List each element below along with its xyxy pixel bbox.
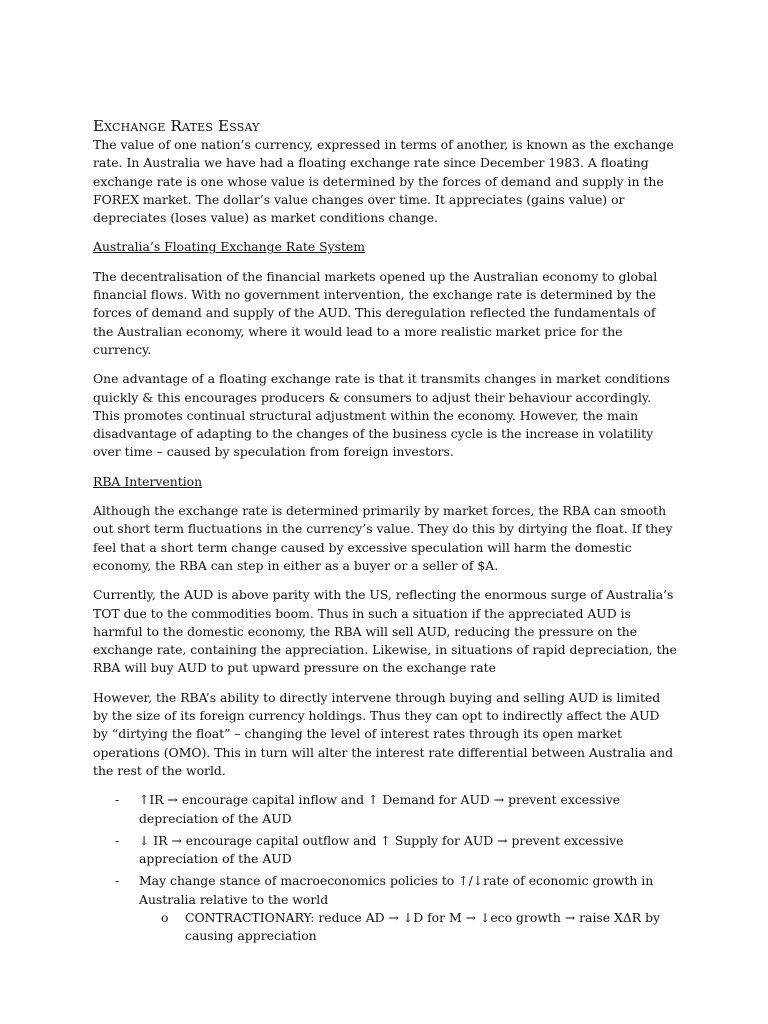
- bullet-dash: -: [115, 792, 120, 808]
- bullet-dash: -: [115, 832, 120, 848]
- list-item: [93, 832, 678, 869]
- bullet-list: [93, 791, 678, 945]
- sub-bullet-text: CONTRACTIONARY: reduce AD → ↓D for M → ↓eco growth → raise XΔR by causing appreciation: [185, 909, 661, 944]
- bullet-text: ↑IR → encourage capital inflow and ↑ Demand for AUD → prevent excessive depreciation of the AUD: [139, 792, 621, 826]
- bullet-text: May change stance of macroeconomics policies to ↑/↓rate of economic growth in Australia relative to the world: [139, 873, 654, 907]
- paragraph-decentralisation: The decentralisation of the financial markets opened up the Australian economy to global financial flows. With no government intervention, the exchange rate is determined by the forces of demand and supply of the AUD. This deregulation reflected the fundamentals of the Australian economy, where it would lead to a more realistic market price for the currency.: [93, 268, 658, 357]
- paragraph-limited-ability: However, the RBA’s ability to directly intervene through buying and selling AUD is limited by the size of its foreign currency holdings. Thus they can opt to indirectly affect the AUD by “dirtying the float” – changing the level of interest rates through its open market operations (OMO). This in turn will alter the interest rate differential between Australia and the rest of the world.: [93, 689, 674, 778]
- section-heading-floating-rate: Australia’s Floating Exchange Rate System: [93, 239, 366, 255]
- essay-title: Exchange Rates Essay: [93, 117, 260, 135]
- sub-list-item: [139, 909, 678, 946]
- sub-bullet-list: [139, 909, 678, 946]
- sub-bullet-marker: o: [161, 909, 169, 925]
- paragraph-parity: Currently, the AUD is above parity with the US, reflecting the enormous surge of Australia’s TOT due to the commodities boom. Thus in such a situation if the appreciated AUD is harmful to the domestic economy, the RBA will sell AUD, reducing the pressure on the exchange rate, containing the appreciation. Likewise, in situations of rapid depreciation, the RBA will buy AUD to put upward pressure on the exchange rate: [93, 587, 677, 676]
- list-item: [93, 791, 678, 828]
- paragraph-advantage: One advantage of a floating exchange rate is that it transmits changes in market conditions quickly & this encourages producers & consumers to adjust their behaviour accordingly. This promotes continual structural adjustment within the economy. However, the main disadvantage of adapting to the changes of the business cycle is the increase in volatility over time – caused by speculation from foreign investors.: [93, 371, 670, 460]
- bullet-dash: -: [115, 873, 120, 889]
- bullet-text: ↓ IR → encourage capital outflow and ↑ Supply for AUD → prevent excessive appreciation of the AUD: [139, 832, 624, 867]
- section-heading-rba-intervention: RBA Intervention: [93, 473, 203, 489]
- paragraph-market-forces: Although the exchange rate is determined primarily by market forces, the RBA can smooth out short term fluctuations in the currency’s value. They do this by dirtying the float. If they feel that a short term change caused by excessive speculation will harm the domestic economy, the RBA can step in either as a buyer or a seller of $A.: [93, 503, 673, 573]
- list-item: [93, 872, 678, 945]
- essay-body: [93, 117, 678, 950]
- intro-paragraph: The value of one nation’s currency, expressed in terms of another, is known as the exchange rate. In Australia we have had a floating exchange rate since December 1983. A floating exchange rate is one whose value is determined by the forces of demand and supply in the FOREX market. The dollar’s value changes over time. It appreciates (gains value) or depreciates (loses value) as market conditions change.: [93, 137, 674, 226]
